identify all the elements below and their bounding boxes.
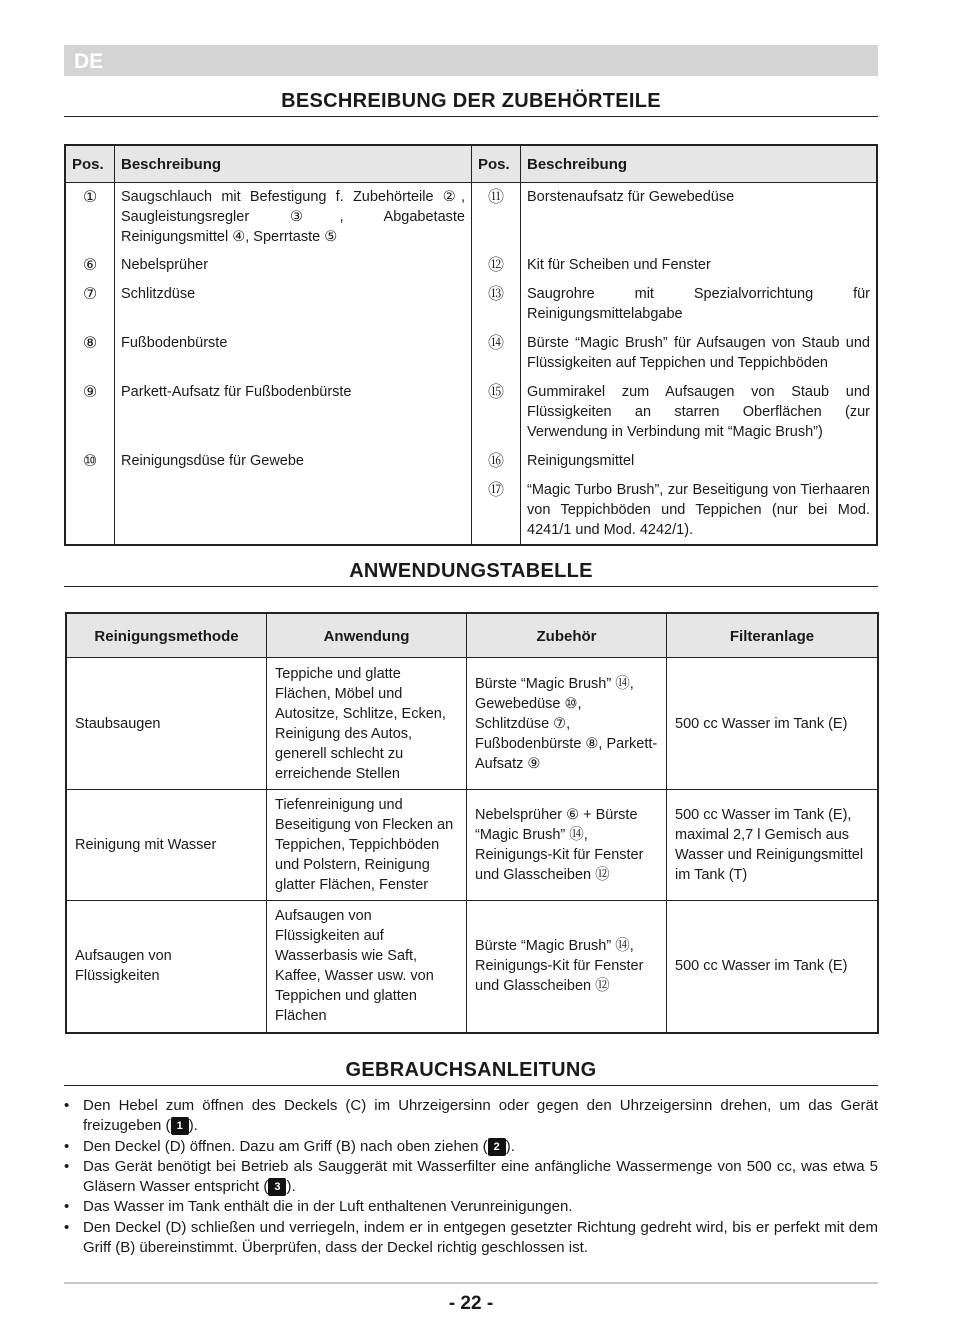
accessory-desc-left: Nebelsprüher <box>115 251 472 280</box>
section-title-application: ANWENDUNGSTABELLE <box>64 560 878 587</box>
accessory-pos-left: ⑩ <box>65 447 115 476</box>
language-code: DE <box>74 50 104 73</box>
app-header-accessory: Zubehör <box>467 613 667 658</box>
instruction-item <box>64 1096 878 1137</box>
application-row <box>66 790 878 901</box>
app-accessory: Bürste “Magic Brush” ⑭, Reinigungs-Kit für Fenster und Glasscheiben ⑫ <box>467 901 667 1033</box>
instruction-text: Den Deckel (D) schließen und verriegeln, indem er in entgegen gesetzter Richtung gedreht wird, bis er perfekt mit dem Griff (B) übereinstimmt. Überprüfen, dass der Deckel richtig geschlossen ist. <box>83 1218 878 1257</box>
accessory-pos-left: ⑥ <box>65 251 115 280</box>
accessory-row <box>65 280 877 329</box>
app-use: Teppiche und glatte Flächen, Möbel und Autositze, Schlitze, Ecken, Reinigung des Autos, generell schlecht zu erreichende Stellen <box>267 658 467 790</box>
accessory-row <box>65 329 877 378</box>
accessory-desc-left: Fußbodenbürste <box>115 329 472 378</box>
col-pos-right: Pos. <box>472 145 521 183</box>
instruction-text-end: ). <box>286 1178 296 1196</box>
accessory-desc-right: Borstenaufsatz für Gewebedüse <box>521 183 878 252</box>
accessory-desc-right: Reinigungsmittel <box>521 447 878 476</box>
accessory-row <box>65 476 877 545</box>
app-accessory: Bürste “Magic Brush” ⑭, Gewebedüse ⑩, Schlitzdüse ⑦, Fußbodenbürste ⑧, Parkett-Aufsatz ⑨ <box>467 658 667 790</box>
app-header-use: Anwendung <box>267 613 467 658</box>
accessory-pos-left: ⑦ <box>65 280 115 329</box>
accessory-desc-right: Gummirakel zum Aufsaugen von Staub und Flüssigkeiten an starren Oberflächen (zur Verwendung in Verbindung mit “Magic Brush”) <box>521 378 878 447</box>
accessory-pos-left: ① <box>65 183 115 252</box>
instruction-item <box>64 1157 878 1198</box>
instruction-text-end: ). <box>505 1137 515 1155</box>
instruction-item <box>64 1197 878 1217</box>
accessory-desc-right: Kit für Scheiben und Fenster <box>521 251 878 280</box>
instruction-text: Den Deckel (D) öffnen. Dazu am Griff (B) nach oben ziehen ( <box>83 1137 488 1155</box>
application-row <box>66 901 878 1033</box>
app-method: Reinigung mit Wasser <box>66 790 267 901</box>
instruction-text: Das Wasser im Tank enthält die in der Luft enthaltenen Verunreinigungen. <box>83 1198 573 1216</box>
accessory-pos-right: ⑯ <box>472 447 521 476</box>
accessory-desc-left: Schlitzdüse <box>115 280 472 329</box>
accessory-row <box>65 447 877 476</box>
accessory-desc-left: Parkett-Aufsatz für Fußbodenbürste <box>115 378 472 447</box>
accessory-pos-right: ⑬ <box>472 280 521 329</box>
accessory-desc-left <box>115 476 472 545</box>
app-filter: 500 cc Wasser im Tank (E), maximal 2,7 l Gemisch aus Wasser und Reinigungsmittel im Tank (T) <box>667 790 879 901</box>
app-header-method: Reinigungsmethode <box>66 613 267 658</box>
figure-ref-badge: 1 <box>171 1117 189 1135</box>
section-title-instructions: GEBRAUCHSANLEITUNG <box>64 1059 878 1086</box>
accessory-pos-left <box>65 476 115 545</box>
accessories-table <box>64 144 878 546</box>
app-use: Tiefenreinigung und Beseitigung von Flecken an Teppichen, Teppichböden und Polstern, Reinigung glatter Flächen, Fenster <box>267 790 467 901</box>
instruction-list <box>64 1096 878 1258</box>
application-table <box>65 612 879 1034</box>
accessory-pos-left: ⑧ <box>65 329 115 378</box>
instruction-item <box>64 1137 878 1157</box>
col-pos-left: Pos. <box>65 145 115 183</box>
accessory-pos-right: ⑫ <box>472 251 521 280</box>
accessory-desc-left: Saugschlauch mit Befestigung f. Zubehörteile ②, Saugleistungsregler ③, Abgabetaste Reinigungsmittel ④, Sperrtaste ⑤ <box>115 183 472 252</box>
accessory-desc-right: Saugrohre mit Spezialvorrichtung für Reinigungsmittelabgabe <box>521 280 878 329</box>
app-header-filter: Filteranlage <box>667 613 879 658</box>
accessory-pos-right: ⑭ <box>472 329 521 378</box>
accessory-pos-right: ⑮ <box>472 378 521 447</box>
page-number: - 22 - <box>448 1293 494 1314</box>
footer-divider <box>64 1282 878 1284</box>
figure-ref-badge: 2 <box>488 1138 506 1156</box>
app-method: Aufsaugen von Flüssigkeiten <box>66 901 267 1033</box>
col-desc-left: Beschreibung <box>115 145 472 183</box>
col-desc-right: Beschreibung <box>521 145 878 183</box>
accessory-desc-right: “Magic Turbo Brush”, zur Beseitigung von Tierhaaren von Teppichböden und Teppichen (nur bei Mod. 4241/1 und Mod. 4242/1). <box>521 476 878 545</box>
app-use: Aufsaugen von Flüssigkeiten auf Wasserbasis wie Saft, Kaffee, Wasser usw. von Teppichen und glatten Flächen <box>267 901 467 1033</box>
accessory-pos-left: ⑨ <box>65 378 115 447</box>
app-filter: 500 cc Wasser im Tank (E) <box>667 658 879 790</box>
section-title-accessories: BESCHREIBUNG DER ZUBEHÖRTEILE <box>64 90 878 117</box>
application-row <box>66 658 878 790</box>
instruction-text: Den Hebel zum öffnen des Deckels (C) im Uhrzeigersinn oder gegen den Uhrzeigersinn drehen, um das Gerät freizugeben ( <box>83 1097 878 1135</box>
instruction-text: Das Gerät benötigt bei Betrieb als Sauggerät mit Wasserfilter eine anfängliche Wassermenge von 500 cc, was etwa 5 Gläsern Wasser entspricht ( <box>83 1157 878 1196</box>
app-filter: 500 cc Wasser im Tank (E) <box>667 901 879 1033</box>
accessory-pos-right: ⑪ <box>472 183 521 252</box>
accessory-desc-left: Reinigungsdüse für Gewebe <box>115 447 472 476</box>
accessory-row <box>65 251 877 280</box>
language-bar <box>64 45 878 76</box>
figure-ref-badge: 3 <box>268 1178 286 1196</box>
app-method: Staubsaugen <box>66 658 267 790</box>
accessory-desc-right: Bürste “Magic Brush” für Aufsaugen von Staub und Flüssigkeiten auf Teppichen und Teppichböden <box>521 329 878 378</box>
accessory-row <box>65 183 877 252</box>
accessory-pos-right: ⑰ <box>472 476 521 545</box>
accessory-row <box>65 378 877 447</box>
instruction-text-end: ). <box>188 1117 198 1135</box>
app-accessory: Nebelsprüher ⑥ + Bürste “Magic Brush” ⑭, Reinigungs-Kit für Fenster und Glasscheiben ⑫ <box>467 790 667 901</box>
instruction-item <box>64 1218 878 1259</box>
